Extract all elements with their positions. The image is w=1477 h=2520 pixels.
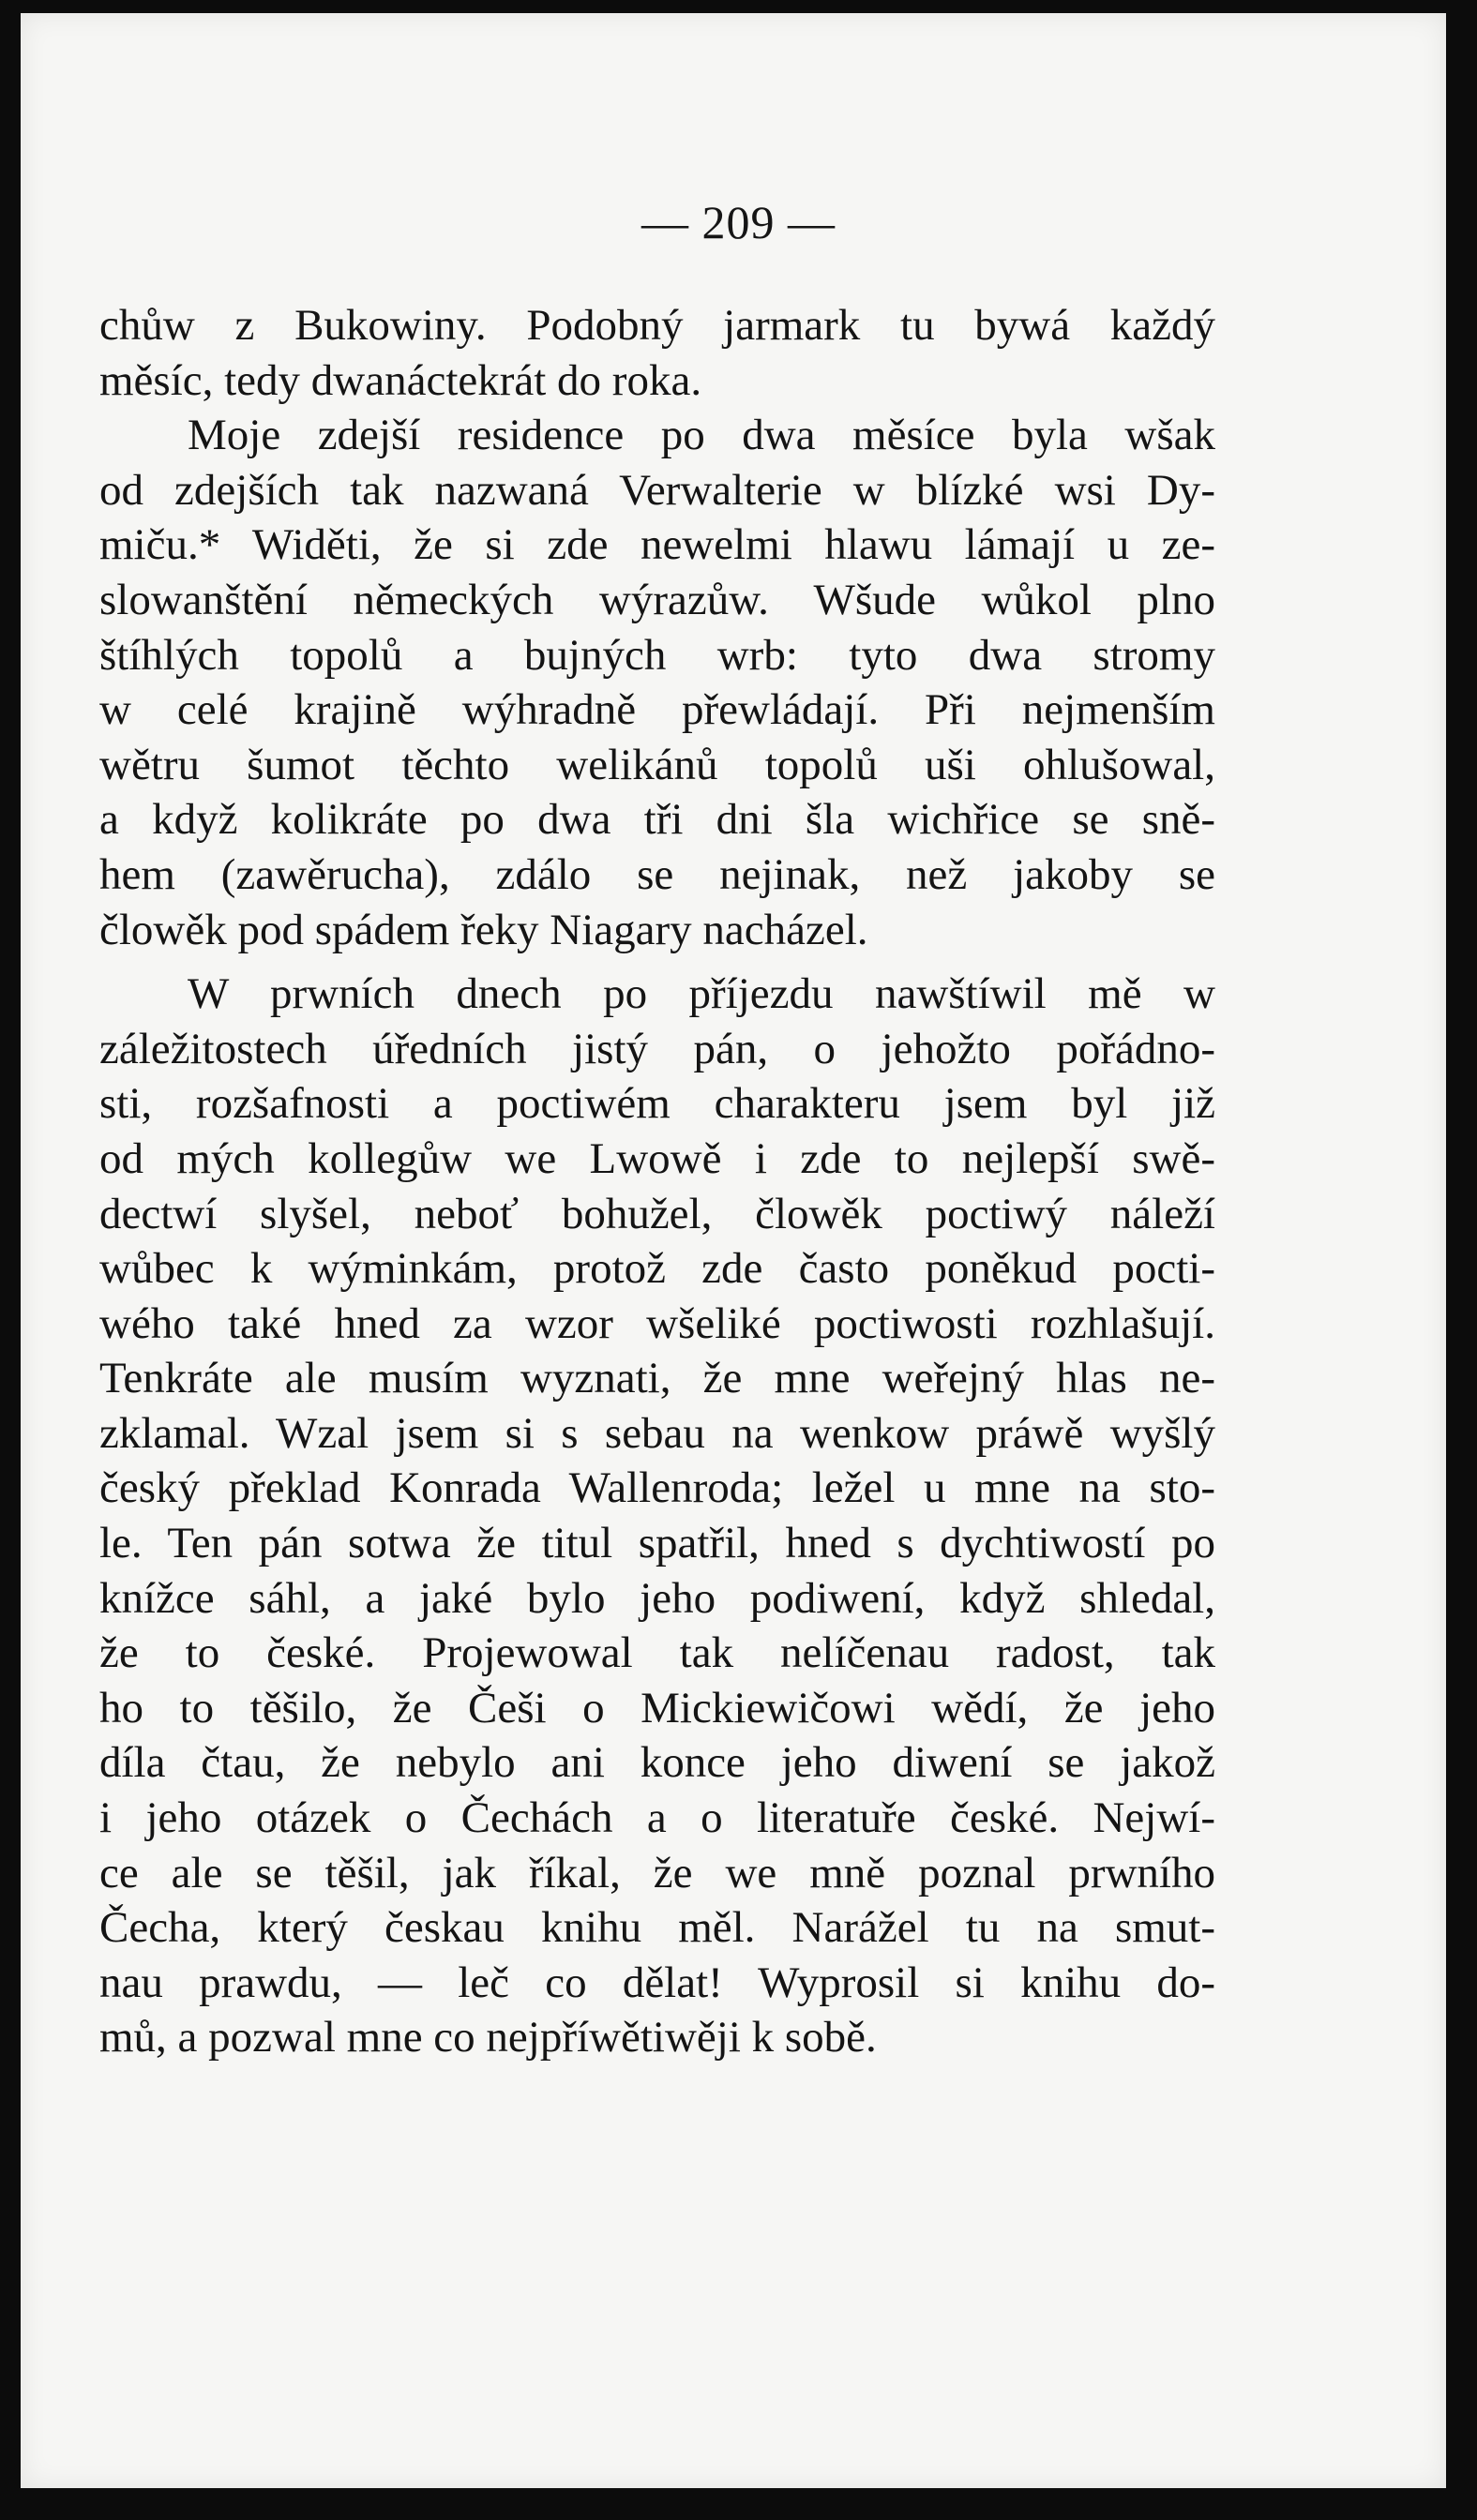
text-line: Tenkráte ale musím wyznati, že mne weřejný hlas ne- xyxy=(99,1354,1215,1403)
text-line: Moje zdejší residence po dwa měsíce byla wšak xyxy=(188,411,1215,460)
text-line: knížce sáhl, a jaké bylo jeho podiwení, když shledal, xyxy=(99,1573,1215,1623)
text-line: hem (zawěrucha), zdálo se nejinak, než jakoby se xyxy=(99,849,1215,899)
text-line: od mých kollegůw we Lwowě i zde to nejlepší swě- xyxy=(99,1133,1215,1183)
text-line: wůbec k wýminkám, protož zde často poněkud pocti- xyxy=(99,1244,1215,1294)
text-line: ce ale se těšil, jak říkal, že we mně poznal prwního xyxy=(99,1848,1215,1898)
text-line: zklamal. Wzal jsem si s sebau na wenkow práwě wyšlý xyxy=(99,1408,1215,1458)
text-line: ho to těšilo, že Češi o Mickiewičowi wědí, že jeho xyxy=(99,1683,1215,1732)
text-line: štíhlých topolů a bujných wrb: tyto dwa stromy xyxy=(99,630,1215,680)
text-line: záležitostech úředních jistý pán, o jehožto pořádno- xyxy=(99,1024,1215,1073)
text-line: sti, rozšafnosti a poctiwém charakteru jsem byl již xyxy=(99,1079,1215,1129)
text-line: Čecha, který českau knihu měl. Narážel tu na smut- xyxy=(99,1903,1215,1953)
text-line: wého také hned za wzor wšeliké poctiwosti rozhlašují. xyxy=(99,1298,1215,1348)
text-line: člowěk pod spádem řeky Niagary nacházel. xyxy=(99,905,868,954)
text-line: měsíc, tedy dwanáctekrát do roka. xyxy=(99,355,702,405)
text-line: chůw z Bukowiny. Podobný jarmark tu bywá každý xyxy=(99,301,1215,350)
paragraph-1 xyxy=(99,298,1215,408)
text-line: díla čtau, že nebylo ani konce jeho diwení se jakož xyxy=(99,1738,1215,1788)
body-text xyxy=(99,298,1215,2065)
text-line: i jeho otázek o Čechách a o literatuře české. Nejwí- xyxy=(99,1793,1215,1843)
text-line: mů, a pozwal mne co nejpříwětiwěji k sobě. xyxy=(99,2013,877,2062)
text-line: od zdejších tak nazwaná Verwalterie w blízké wsi Dy- xyxy=(99,465,1215,515)
text-line: le. Ten pán sotwa že titul spatřil, hned s dychtiwostí po xyxy=(99,1519,1215,1568)
text-line: dectwí slyšel, neboť bohužel, člowěk poctiwý náleží xyxy=(99,1189,1215,1238)
text-line: wětru šumot těchto welikánů topolů uši ohlušowal, xyxy=(99,740,1215,789)
text-line: nau prawdu, — leč co dělat! Wyprosil si knihu do- xyxy=(99,1958,1215,2007)
paragraph-2 xyxy=(99,408,1215,957)
text-line: w celé krajině wýhradně přewládají. Při nejmenším xyxy=(99,685,1215,735)
text-line: že to české. Projewowal tak nelíčenau radost, tak xyxy=(99,1628,1215,1678)
page-number: — 209 — xyxy=(641,196,836,248)
text-line: slowanštění německých wýrazůw. Wšude wůkol plno xyxy=(99,575,1215,624)
paragraph-3 xyxy=(99,967,1215,2065)
text-line: a když kolikráte po dwa tři dni šla wichřice se sně- xyxy=(99,795,1215,845)
text-line: miču.* Widěti, že si zde newelmi hlawu lámají u ze- xyxy=(99,520,1215,570)
text-line: W prwních dnech po příjezdu nawštíwil mě w xyxy=(188,969,1215,1019)
text-line: český překlad Konrada Wallenroda; ležel u mne na sto- xyxy=(99,1463,1215,1513)
